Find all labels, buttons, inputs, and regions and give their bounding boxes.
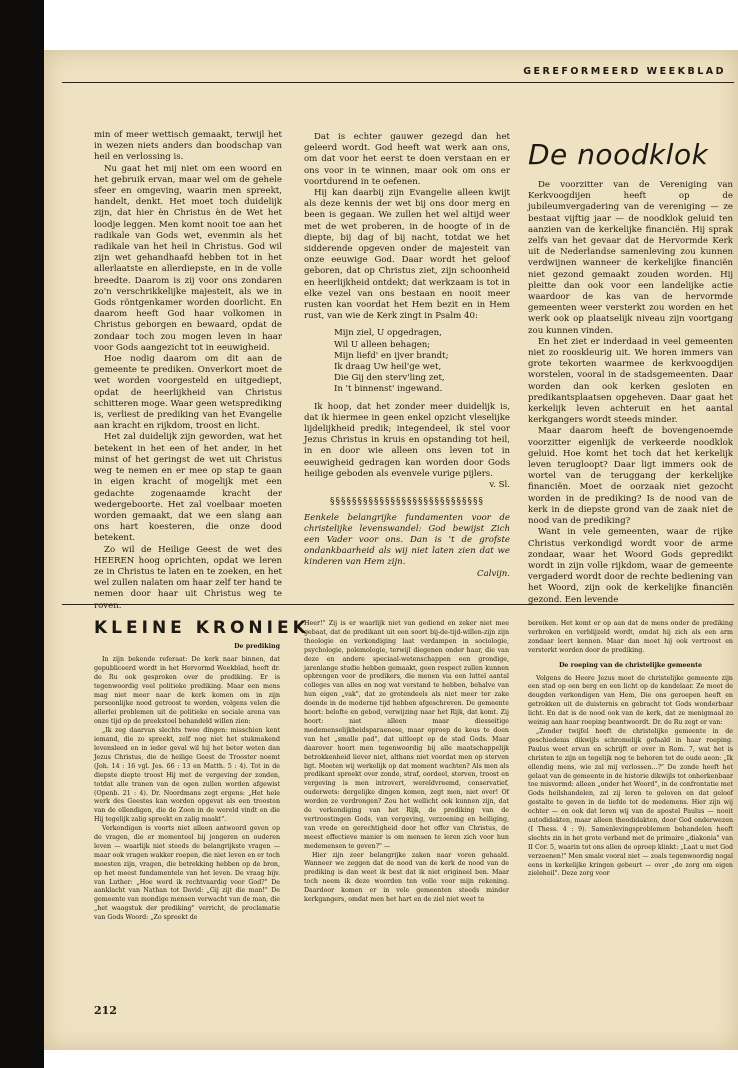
page-number: 212: [94, 1004, 117, 1017]
scan-margin: [0, 0, 44, 1068]
running-header: GEREFORMEERD WEEKBLAD: [523, 66, 726, 77]
article-title-noodklok: De noodklok: [528, 138, 709, 171]
article-column-1: [94, 130, 282, 611]
verse-line: Die Gij den sterv'ling zet,: [334, 373, 445, 384]
paragraph: De voorzitter van de Vereniging van Kerkvoogdijen heeft op de jubileumvergadering van de vereniging — ze bestaat vijftig jaar — de noodklok geluid ten aanzien van de kerkelijke financiën. Hij sprak zelfs van het gevaar dat de Hervormde Kerk uit de Nederlandse samenleving zou kunnen verdwijnen wanneer de kerkelijke financiën niet gezond gemaakt zouden worden. Hij pleitte dan ook voor een landelijke actie waardoor de kas van de hervormde gemeenten weer versterkt zou worden en het werk ook op plaatselijk niveau zijn voortgang zou kunnen vinden.: [528, 180, 733, 336]
paragraph: „Zonder twijfel heeft de christelijke gemeente in de geschiedenis dikwijls schromelijk gefaald in haar roeping. Paulus weet ervan en schrijft er over in Rom. 7, wat het is christen te zijn en tegelijk nog te behoren tot de oude aeon: „Ik ellendig mens, wie zal mij verlossen...?" De zonde heeft het gelaat van de gemeente in de historie dikwijls tot onherkenbaar toe misvormd: alleen „onder het Woord", in de confrontatie met Gods heilshandelen, zal zij leren te geloven en dat geloof gestalte te geven in de liefde tot de medemens. Hier zijn wij echter — en ook dat leren wij van de apostel Paulus — nooit autodidakten, maar alleen theodidakten, door God onderwezen (I Thess. 4 : 9). Samenlevingsproblemen behandelen heeft slechts zin in het grote verband met de primaire „diakonia" van II Cor. 5, waarin tot ons allen de oproep klinkt: „Laat u met God verzoenen!" Men smale vooral niet — zoals tegenwoordig nogal eens in kerkelijke kringen gebeurt — over „de zorg om eigen zieleheil". Deze zorg voor: [528, 727, 733, 878]
calvin-quote: Eenkele belangrijke fundamenten voor de christelijke levenswandel: God bewijst Zich een Vader voor ons. Dan is 't de grofste ondankbaarheid als wij niet laten zien dat we kinderen van Hem zijn.: [304, 512, 510, 568]
paragraph: Hij kan daarbij zijn Evangelie alleen kwijt als deze kennis der wet bij ons door merg en been is gegaan. We zullen het wel altijd weer met de wet proberen, in de hoogte of in de diepte, bij dag of bij nacht, totdat we het sidderende opgeven onder de majesteit van onze eeuwige God. Daar wordt het geloof geboren, dat op Christus ziet, zijn schoonheid en heerlijkheid ontdekt; dat werkzaam is tot in elke vezel van ons bestaan en nooit meer rusten kan voordat het Hem bezit en in Hem rust, van wie de Kerk zingt in Psalm 40:: [304, 188, 510, 322]
verse-line: Wil U alleen behagen;: [334, 339, 431, 350]
subheading: De prediking: [234, 643, 280, 650]
ornament-divider: §§§§§§§§§§§§§§§§§§§§§§§§§§§§: [330, 497, 484, 508]
paragraph: En het ziet er inderdaad in veel gemeenten niet zo rooskleurig uit. We horen immers van grote tekorten waarmee de kerkvoogdijen worstelen, vooral in de stadsgemeenten. Daar worden dan ook kerken gesloten en predikantsplaatsen opgeheven. Daar gaat het kerkelijk leven achteruit en het aantal kerkgangers wordt steeds minder.: [528, 336, 733, 426]
subheading: De roeping van de christelijke gemeente: [558, 661, 703, 669]
verse-line: Mijn ziel, U opgedragen,: [334, 328, 442, 339]
verse-line: Mijn liefd' en ijver brandt;: [334, 350, 449, 361]
quote-author: Calvijn.: [477, 568, 510, 579]
paragraph: In zijn bekende referaat: De kerk naar binnen, dat gepubliceerd wordt in het Hervormd Weekblad, heeft dr. de Ru ook gesproken over de prediking. Er is tegenwoordig veel politieke prediking. Maar een mens mag niet meer naar de kerk komen om in zijn persoonlijke nood getroost te worden, volgens velen die allerlei problemen uit de politieke en sociale arena van onze tijd op de preekstoel behandeld willen zien:: [94, 655, 280, 726]
paragraph: Nu gaat het mij niet om een woord en het gebruik ervan, maar wel om de gehele sfeer en omgeving, waarin men spreekt, handelt, denkt. Het moet toch duidelijk zijn, dat hier èn Christus èn de Wet het loodje leggen. Men komt nooit toe aan het radikale van Gods wet, evenmin als het radikale van het heil in Christus. God wil zijn wet gehandhaafd hebben tot in het allerlaatste en allerdiepste, en in de volle breedte. Daarom is zij voor ons zondaren zo'n verschrikkelijke majesteit, als we in Gods röntgenkamer worden doorlicht. En daarom heeft God haar volkomen in Christus geborgen en bewaard, opdat de zondaar toch zou mogen leven in haar voor Gods aangezicht tot in eeuwigheid.: [94, 163, 282, 353]
article-column-3: [528, 180, 733, 605]
article-column-2: [304, 132, 510, 606]
paragraph: Hoe nodig daarom om dit aan de gemeente te prediken. Onverkort moet de wet worden voorgesteld en uitgediept, opdat de heerlijkheid van Christus schitteren moge. Waar geen wetsprediking is, verliest de prediking van het Evangelie aan kracht en rijkdom, troost en licht.: [94, 354, 282, 432]
paragraph: Want in vele gemeenten, waar de rijke Christus verkondigd wordt voor de arme zondaar, waar het Woord Gods gepredikt wordt in zijn volle rijkdom, waar de gemeente vergaderd wordt door de rechte bediening van het Woord, zijn ook de kerkelijke financiën gezond. Een levende: [528, 527, 733, 605]
paragraph: Hier zijn zeer belangrijke zaken naar voren gehaald. Wanneer we zeggen dat de nood van de kerk de nood van de prediking is dan weet ik best dat ik niet origineel ben. Maar toch neem ik deze woorden ten volle voor mijn rekening. Daardoor komen er in vele gemeenten steeds minder kerkgangers, omdat men het hart en de ziel niet weet te: [304, 851, 509, 904]
paragraph: bereiken. Het komt er op aan dat de mens onder de prediking verbroken en verblijzeld wordt, omdat hij zich als een arm zondaar leert kennen. Maar dan moet hij ook vertroost en versterkt worden door de prediking.: [528, 620, 733, 654]
author-signature: v. Sl.: [489, 480, 510, 491]
verse-line: Ik draag Uw heil'ge wet,: [334, 362, 442, 373]
kroniek-column-3: [528, 620, 733, 998]
section-title-kleine-kroniek: KLEINE KRONIEK: [94, 618, 310, 638]
paragraph: Het zal duidelijk zijn geworden, wat het betekent in het een of het ander, in het minst of het geringst de wet uit Christus weg te nemen en er mee op stap te gaan in eigen kracht of mogelijk met een gedachte zogenaamde kracht der wedergeboorte. Het zal voelbaar moeten worden gemaakt, dat we een slang aan ons hart koesteren, die onze dood betekent.: [94, 432, 282, 544]
kroniek-column-2: [304, 620, 509, 998]
header-rule: [62, 82, 734, 83]
psalm-verse: [334, 328, 510, 395]
paragraph: Maar daarom heeft de bovengenoemde voorzitter eigenlijk de verkeerde noodklok geluid. Hoe komt het toch dat het kerkelijk leven terugloopt? Daar ligt immers ook de wortel van de teruggang der kerkelijke financiën. Moet de oorzaak niet gezocht worden in de prediking? Is de nood van de kerk in de diepste grond van de zaak niet de nood van de prediking?: [528, 426, 733, 527]
paragraph: „Ik zeg daarvan slechts twee dingen: misschien kent iemand, die zo spreekt, zelf nog niet het stukmakend levensleed en in ieder geval wil hij het beter weten dan Jezus Christus, die de heilige Geest de Trooster noemt (Joh. 14 : 16 vgl. Jes. 66 : 13 en Matth. 5 : 4). Tot in de diepste diepte troost Hij met de vergeving der zonden, totdat alle tranen van de ogen zullen worden afgewist (Openb. 21 : 4). Dr. Noordmans zegt ergens: „Het hele werk des Geestes kan worden opgevat als een troosten van de ellendigen, die de Zoon in de wereld vindt en die Hij tegelijk zalig spreekt en zalig maakt".: [94, 727, 280, 824]
paragraph: Dat is echter gauwer gezegd dan het geleerd wordt. God heeft wat werk aan ons, om dat voor het eerst te doen verstaan en er ons voor in te winnen, maar ook om ons er voortdurend in te oefenen.: [304, 132, 510, 187]
paragraph: Ik hoop, dat het zonder meer duidelijk is, dat ik hiermee in geen enkel opzicht vleselijke lijdelijkheid predik; integendeel, ik stel voor Jezus Christus in kruis en opstanding tot heil, in en door wie alleen ons leven tot in eeuwigheid gedragen kan worden door Gods heilige geboden als evenvele vurige pijlers.: [304, 401, 510, 479]
paragraph: Heer!" Zij is er waarlijk niet van gediend en zeker niet mee gebaat, dat de predikant uit een soort bij-de-tijd-willen-zijn zijn theologie en verkondiging laat verdampen in sociologie, psychologie, polemologie, terwijl diegenen onder haar, die van deze en andere speciaal-wetenschappen een grondige, jarenlange studie hebben gemaakt, geen respect zullen kunnen opbrengen voor de predikers, die menen via een luttel aantal colleges van alles en nog wat verstand te hebben, behalve van hun eigen „vak", dat ze grotendeels als niet meer ter zake doende in de moderne tijd hebben afgeschreven. De gemeente hoort: belofte en gebod, verwijzing naar het Rijk, dat komt. Zij hoort: niet alleen maar diesseitige medemenselijkheidsparaenese, maar oproep de keus te doen van het „smalle pad", dat uitloopt op de stad Gods. Maar daarover hoort men tegenwoordig bij alle maatschappelijk betrokkenheid liever niet, althans niet voordat men op sterven ligt. Moeten wij werkelijk op dat moment wachten? Als men als predikant spreekt over zonde, straf, oordeel, sterven, troost en vergeving is men introvert, wereldvreemd, conservatief, ouderwets: dergelijke dingen komen, zegt men, niet over! Of worden ze verdrongen? Zou het wellicht ook kunnen zijn, dat de verkondiging van het Rijk, de prediking van de vertroostingen Gods, van vergeving, verzoening en heiliging, van vrede en gerechtigheid door het offer van Christus, de meest effectieve manier is om mensen te leren zich voor hun medemensen te geven?" —: [304, 620, 509, 850]
paragraph: Zo wil de Heilige Geest de wet des HEEREN hoog oprichten, opdat we leren ze in Christus te laten en te zoeken, en het wel zullen nalaten om haar zelf ter hand te nemen door haar uit Christus weg te roven.: [94, 544, 282, 611]
paragraph: min of meer wettisch gemaakt, terwijl het in wezen niets anders dan boodschap van heil en verlossing is.: [94, 130, 282, 163]
kroniek-column-1: [94, 641, 280, 1001]
paragraph: Volgens de Heere Jezus moet de christelijke gemeente zijn een stad op een berg en een licht op de kandelaar. Ze moet de deugden verkondigen van Hem, Die ons geroepen heeft en getrokken uit de duisternis en gebracht tot Gods wonderbaar licht. En dat is de nood ook van de kerk, dat ze menigmaal zo weinig aan haar roeping beantwoordt. Dr. de Ru zegt er van:: [528, 674, 733, 727]
paragraph: Verkondigen is voorts niet alleen antwoord geven op de vragen, die er momenteel bij jongeren en ouderen leven — waarlijk niet steeds de belangrijkste vragen — maar ook vragen wakker roepen, die niet leven en er toch moesten zijn, vragen, die betrekking hebben op de bron, op het meest fundamentele van het leven. De vraag bijv. van Luther: „Hoe word ik rechtvaardig voor God?" De aanklacht van Nathan tot David: „Gij zijt die man!" De gemeente van mondige mensen verwacht van de man, die „het waagstuk der prediking" verricht, de proclamatie van Gods Woord: „Zo spreekt de: [94, 825, 280, 922]
verse-line: In 't binnenst' ingewand.: [334, 384, 443, 395]
section-rule: [62, 604, 734, 605]
